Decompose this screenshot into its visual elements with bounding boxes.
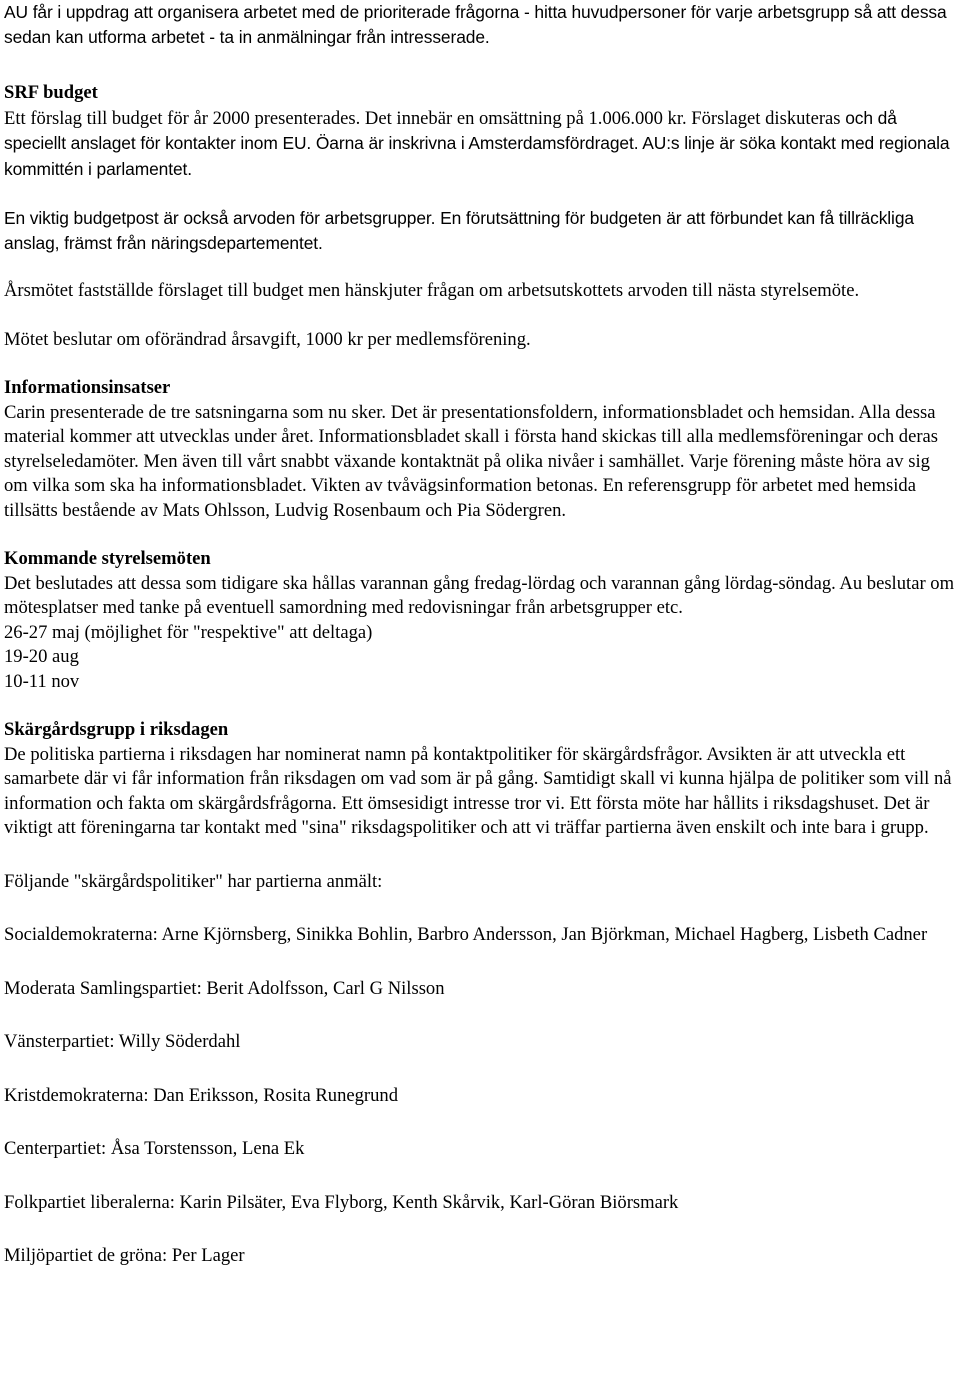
budget-paragraph-4-block (4, 328, 956, 353)
budget-paragraph-1-serif: Ett förslag till budget för år 2000 presenterades. Det innebär en omsättning på 1.006.000 kr. Förslaget diskuteras (4, 107, 841, 129)
party-folkpartiet: Folkpartiet liberalerna: Karin Pilsäter, Eva Flyborg, Kenth Skårvik, Karl-Göran Biörsmark (4, 1191, 679, 1213)
meetings-text: Det beslutades att dessa som tidigare ska hållas varannan gång fredag-lördag och varannan gång lördag-söndag. Au beslutar om mötesplatser med tanke på eventuell samordning med redovisningar från arbetsgrupper etc. (4, 572, 955, 618)
budget-paragraph-2: En viktig budgetpost är också arvoden för arbetsgrupper. En förutsättning för budgeten är att förbundet kan få tillräckliga anslag, främst från näringsdepartementet. (4, 208, 914, 253)
party-centerpartiet: Centerpartiet: Åsa Torstensson, Lena Ek (4, 1138, 305, 1159)
intro-text: AU får i uppdrag att organisera arbetet med de prioriterade frågorna - hitta huvudpersoner för varje arbetsgrupp så att dessa sedan kan utforma arbetet - ta in anmälningar från intresserade. (4, 2, 947, 47)
meetings-section (4, 547, 956, 694)
info-text: Carin presenterade de tre satsningarna som nu sker. Det är presentationsfoldern, informationsbladet och hemsidan. Alla dessa material kommer att utvecklas under året. Informationsbladet skall i första hand skickas till alla medlemsföreningar och deras styrelseledamöter. Men även till vårt snabbt växande kontaktnät på olika nivåer i samhället. Varje förening måste höra av sig om vilka som ska ha informationsbladet. Vikten av tvåvägsinformation betonas. En referensgrupp för arbetet med hemsida tillsätts bestående av Mats Ohlsson, Ludvig Rosenbaum och Pia Södergren. (4, 401, 939, 521)
budget-paragraph-2-block (4, 206, 956, 255)
party-item (4, 1137, 956, 1162)
budget-paragraph-1 (4, 106, 956, 183)
budget-paragraph-4: Mötet beslutar om oförändrad årsavgift, 1000 kr per medlemsförening. (4, 328, 531, 350)
party-item (4, 1191, 956, 1216)
info-section (4, 376, 956, 523)
meeting-date-3: 10-11 nov (4, 670, 80, 692)
party-miljopartiet: Miljöpartiet de gröna: Per Lager (4, 1245, 245, 1266)
party-moderaterna: Moderata Samlingspartiet: Berit Adolfsson, Carl G Nilsson (4, 977, 445, 999)
party-item (4, 1030, 956, 1055)
budget-paragraph-3: Årsmötet fastställde förslaget till budget men hänskjuter frågan om arbetsutskottets arvoden till nästa styrelsemöte. (4, 280, 860, 301)
party-list-intro: Följande "skärgårdspolitiker" har partierna anmält: (4, 870, 383, 892)
party-item (4, 977, 956, 1002)
archipelago-text: De politiska partierna i riksdagen har nominerat namn på kontaktpolitiker för skärgårdsfrågor. Avsikten är att utveckla ett samarbete där vi får information från riksdagen om vad som är på gång. Samtidigt skall vi kunna hjälpa de politiker som vill nå information och fakta om skärgårdsfrågorna. Ett ömsesidigt intresse tror vi. Ett första möte har hållits i riksdagshuset. Det är viktigt att föreningarna tar kontakt med "sina" riksdagspolitiker och att vi träffar partierna även enskilt och inte bara i grupp. (4, 743, 952, 838)
archipelago-heading: Skärgårdsgrupp i riksdagen (4, 719, 229, 740)
party-vansterpartiet: Vänsterpartiet: Willy Söderdahl (4, 1031, 241, 1052)
meeting-date-1: 26-27 maj (möjlighet för "respektive" att deltaga) (4, 621, 373, 643)
party-list-intro-block (4, 870, 956, 895)
info-heading: Informationsinsatser (4, 377, 171, 398)
meeting-date-2: 19-20 aug (4, 646, 79, 667)
intro-section (4, 0, 956, 49)
party-item (4, 1244, 956, 1269)
budget-section (4, 81, 956, 182)
party-item (4, 923, 956, 948)
archipelago-section (4, 718, 956, 841)
budget-paragraph-3-block (4, 279, 956, 304)
party-socialdemokraterna: Socialdemokraterna: Arne Kjörnsberg, Sinikka Bohlin, Barbro Andersson, Jan Björkman, Michael Hagberg, Lisbeth Cadner (4, 924, 928, 945)
party-item (4, 1084, 956, 1109)
budget-paragraph-1-sans: och då speciellt anslaget för kontakter inom EU. Öarna är inskrivna i Amsterdamsfördraget. AU:s linje är söka kontakt med regionala kommittén i parlamentet. (4, 107, 950, 179)
budget-heading: SRF budget (4, 82, 98, 103)
meetings-heading: Kommande styrelsemöten (4, 548, 211, 569)
party-kristdemokraterna: Kristdemokraterna: Dan Eriksson, Rosita Runegrund (4, 1084, 399, 1106)
